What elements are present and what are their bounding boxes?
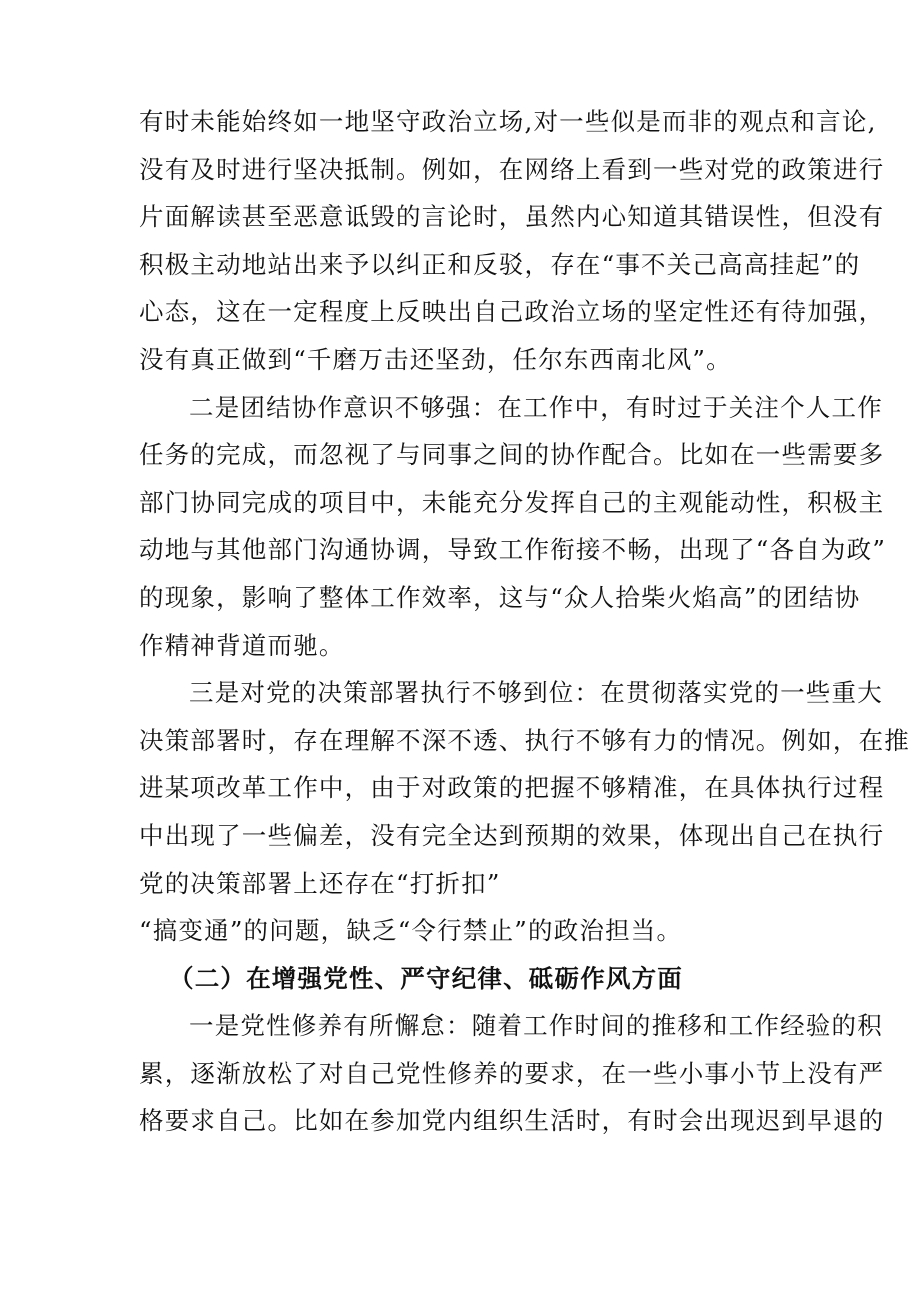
paragraph-political-stance-continued <box>139 98 885 384</box>
text-line: 一是党性修养有所懈怠：随着工作时间的推移和工作经验的积 <box>189 1011 883 1041</box>
text-line: 动地与其他部门沟通协调，导致工作衔接不畅，出现了“各自为政” <box>139 535 887 565</box>
text-line: 作精神背道而驰。 <box>139 630 345 660</box>
text-line: 任务的完成，而忽视了与同事之间的协作配合。比如在一些需要多 <box>139 440 885 470</box>
section-heading-text: （二）在增强党性、严守纪律、砥砺作风方面 <box>169 963 683 993</box>
text-line: 三是对党的决策部署执行不够到位：在贯彻落实党的一些重大 <box>189 678 883 708</box>
text-line: 积极主动地站出来予以纠正和反驳，存在“事不关己高高挂起”的 <box>139 249 861 279</box>
text-line: 有时未能始终如一地坚守政治立场,对一些似是而非的观点和言论, <box>139 107 877 136</box>
paragraph-decision-execution <box>139 669 910 907</box>
text-line: 没有及时进行坚决抵制。例如，在网络上看到一些对党的政策进行 <box>139 154 885 184</box>
document-body <box>139 98 910 1145</box>
text-line: 心态，这在一定程度上反映出自己政治立场的坚定性还有待加强， <box>139 297 885 327</box>
paragraph-decision-execution-tail <box>139 907 815 955</box>
text-line: 二是团结协作意识不够强：在工作中，有时过于关注个人工作 <box>189 392 883 422</box>
text-line: 决策部署时，存在理解不深不透、执行不够有力的情况。例如，在推 <box>139 725 910 755</box>
text-line: “搞变通”的问题，缺乏“令行禁止”的政治担当。 <box>139 916 683 946</box>
paragraph-teamwork <box>139 384 887 670</box>
text-line: 累，逐渐放松了对自己党性修养的要求，在一些小事小节上没有严 <box>139 1058 885 1088</box>
text-line: 没有真正做到“千磨万击还坚劲，任尔东西南北风”。 <box>139 344 732 374</box>
paragraph-party-spirit <box>139 1002 885 1145</box>
section-heading <box>139 955 815 1003</box>
text-line: 片面解读甚至恶意诋毁的言论时，虽然内心知道其错误性，但没有 <box>139 202 885 232</box>
text-line: 的现象，影响了整体工作效率，这与“众人拾柴火焰高”的团结协 <box>139 582 861 612</box>
text-line: 格要求自己。比如在参加党内组织生活时，有时会出现迟到早退的 <box>139 1106 885 1136</box>
text-line: 党的决策部署上还存在“打折扣” <box>139 868 501 898</box>
text-line: 部门协同完成的项目中，未能充分发挥自己的主观能动性，积极主 <box>139 487 885 517</box>
text-line: 进某项改革工作中，由于对政策的把握不够精准，在具体执行过程 <box>139 773 885 803</box>
text-line: 中出现了一些偏差，没有完全达到预期的效果，体现出自己在执行 <box>139 820 885 850</box>
